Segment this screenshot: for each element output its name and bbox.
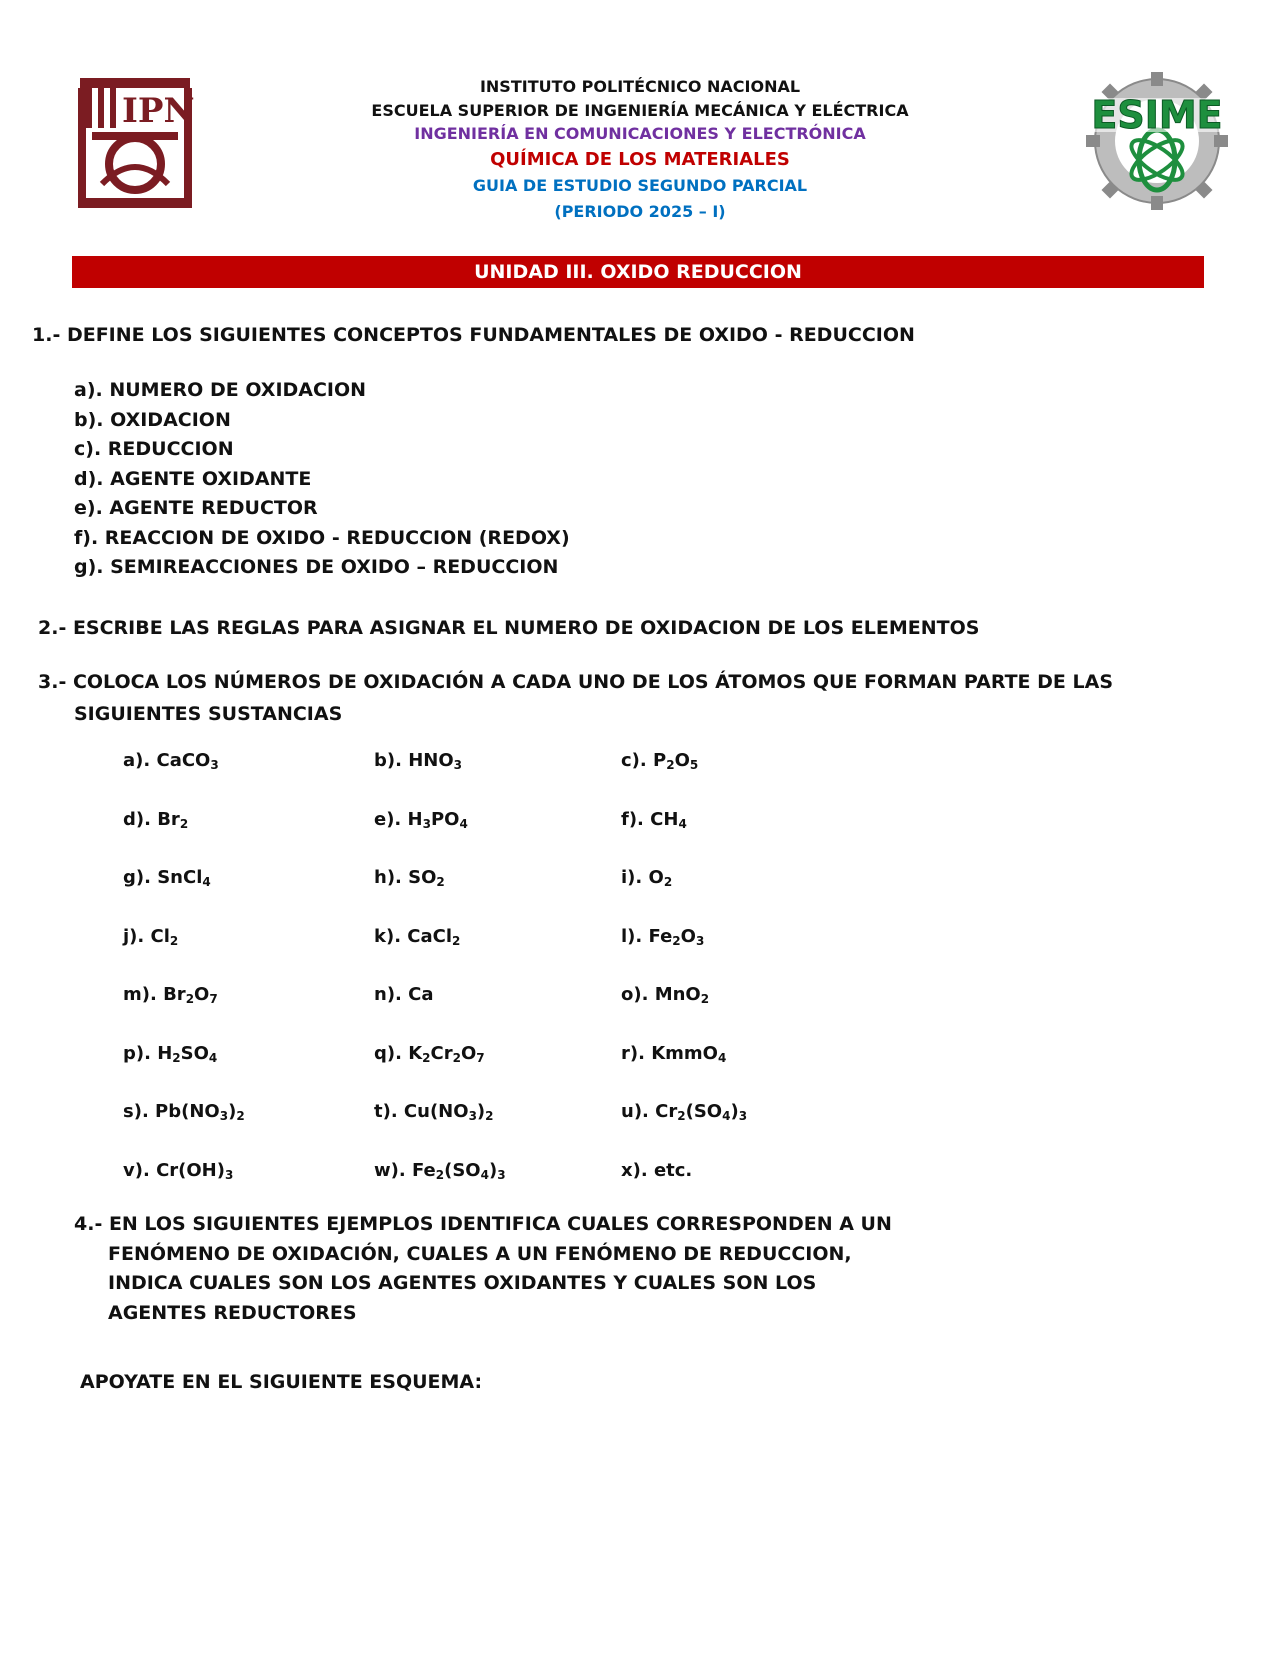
concept-item: g). SEMIREACCIONES DE OXIDO – REDUCCION — [74, 556, 559, 578]
question-4-line: INDICA CUALES SON LOS AGENTES OXIDANTES Y CUALES SON LOS — [108, 1272, 817, 1294]
compound-item: a). CaCO$_3$ — [123, 750, 219, 772]
unit-banner: UNIDAD III. OXIDO REDUCCION — [72, 256, 1204, 288]
concept-item: d). AGENTE OXIDANTE — [74, 467, 312, 490]
compound-item: o). MnO$_2$ — [621, 984, 710, 1006]
compound-item: d). $Br_2$ — [123, 808, 189, 831]
question-3-title: 3.- COLOCA LOS NÚMEROS DE OXIDACIÓN A CADA UNO DE LOS ÁTOMOS QUE FORMAN PARTE DE LAS — [38, 671, 1114, 693]
question-4-line: AGENTES REDUCTORES — [108, 1301, 357, 1324]
period-label: (PERIODO 2025 – I) — [554, 202, 726, 221]
compound-item: m). $Br_2O_7$ — [123, 984, 218, 1006]
compound-item: w). $Fe_2(SO_4)_3$ — [374, 1159, 506, 1182]
compound-item: t). $Cu(NO_3)_2$ — [374, 1101, 494, 1123]
compound-item: x). etc. — [621, 1159, 693, 1181]
compound-item: h). $SO_2$ — [374, 867, 445, 889]
concept-item: c). REDUCCION — [74, 438, 234, 460]
compound-item: p). $H_2SO_4$ — [123, 1042, 218, 1065]
compound-item: e). $H_3PO_4$ — [374, 808, 468, 831]
compound-item: r). KmmO$_4$ — [621, 1042, 727, 1065]
compound-item: g). SnCl$_4$ — [123, 867, 211, 889]
scheme-note: APOYATE EN EL SIGUIENTE ESQUEMA: — [80, 1371, 483, 1393]
school-name: ESCUELA SUPERIOR DE INGENIERÍA MECÁNICA Y ELÉCTRICA — [371, 101, 909, 120]
course-name: QUÍMICA DE LOS MATERIALES — [490, 149, 790, 170]
question-1-title: 1.- DEFINE LOS SIGUIENTES CONCEPTOS FUNDAMENTALES DE OXIDO - REDUCCION — [32, 324, 915, 346]
concept-item: e). AGENTE REDUCTOR — [74, 497, 318, 519]
compound-item: k). CaCl$_2$ — [374, 925, 461, 948]
question-3-title-cont: SIGUIENTES SUSTANCIAS — [74, 703, 343, 725]
compound-item: u). $Cr_2(SO_4)_3$ — [621, 1101, 748, 1123]
concept-item: b). OXIDACION — [74, 408, 231, 431]
ipn-logo-text: IPN — [122, 91, 195, 131]
compound-item: s). $Pb(NO_3)_2$ — [123, 1101, 245, 1123]
concept-item: f). REACCION DE OXIDO - REDUCCION (REDOX) — [74, 526, 570, 549]
concept-item: a). NUMERO DE OXIDACION — [74, 379, 367, 401]
guide-title: GUIA DE ESTUDIO SEGUNDO PARCIAL — [472, 176, 808, 195]
question-4-line: FENÓMENO DE OXIDACIÓN, CUALES A UN FENÓMENO DE REDUCCION, — [108, 1242, 852, 1265]
compound-item: l). $Fe_2O_3$ — [621, 925, 705, 948]
compound-item: b). $HNO_3$ — [374, 750, 463, 772]
compound-item: q). $K_2Cr_2O_7$ — [374, 1042, 485, 1065]
compound-item: v). $Cr(OH)_3$ — [123, 1159, 234, 1182]
question-4-title: 4.- EN LOS SIGUIENTES EJEMPLOS IDENTIFICA CUALES CORRESPONDEN A UN — [74, 1213, 892, 1235]
esime-logo-text: ESIME — [1091, 93, 1223, 137]
program-name: INGENIERÍA EN COMUNICACIONES Y ELECTRÓNICA — [414, 124, 866, 143]
compound-item: f). $CH_4$ — [621, 808, 687, 831]
institution-name: INSTITUTO POLITÉCNICO NACIONAL — [479, 77, 801, 96]
compound-item: i). $O_2$ — [621, 867, 673, 889]
compound-item: c). $P_2O_5$ — [621, 750, 699, 772]
compound-item: n). Ca — [374, 984, 434, 1005]
question-2-title: 2.- ESCRIBE LAS REGLAS PARA ASIGNAR EL NUMERO DE OXIDACION DE LOS ELEMENTOS — [38, 617, 980, 639]
compound-item: j). $Cl_2$ — [123, 925, 179, 948]
